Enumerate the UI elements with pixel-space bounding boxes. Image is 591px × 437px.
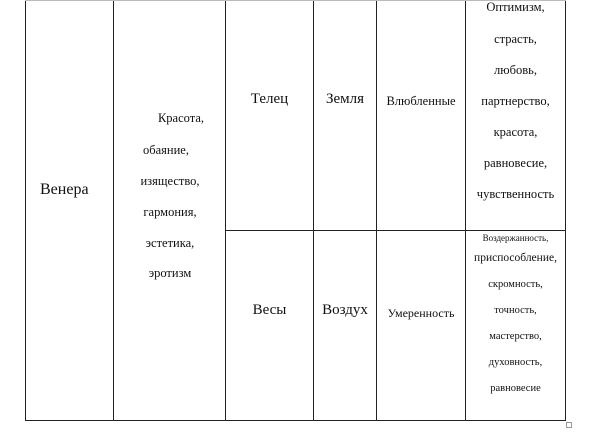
trait: Воздержанность, [482, 233, 549, 243]
archetype: Влюбленные [386, 94, 456, 108]
trait: мастерство, [489, 331, 542, 342]
planet-quality: Красота, [157, 111, 205, 125]
planet-quality: обаяние, [143, 143, 189, 157]
planet-quality: эротизм [148, 266, 192, 280]
zodiac-sign: Весы [252, 302, 287, 318]
element: Земля [325, 91, 365, 107]
trait: красота, [493, 125, 538, 139]
column-divider-2 [225, 0, 226, 421]
column-divider-4 [376, 0, 377, 421]
trait: страсть, [494, 32, 537, 46]
trait: чувственность [476, 187, 555, 201]
table-border-bottom [25, 420, 566, 421]
trait: Оптимизм, [486, 0, 545, 14]
cell-resize-handle[interactable] [566, 422, 572, 428]
trait: равновесие, [483, 156, 548, 170]
planet-quality: эстетика, [145, 236, 195, 250]
planet-quality: гармония, [143, 205, 197, 219]
trait: любовь, [494, 63, 537, 77]
trait: приспособление, [474, 252, 557, 264]
table-border-left [25, 0, 26, 421]
trait: равновесие [490, 383, 541, 394]
element: Воздух [322, 302, 368, 318]
zodiac-sign: Телец [250, 91, 289, 107]
column-divider-1 [113, 0, 114, 421]
trait: скромность, [488, 279, 543, 290]
trait: партнерство, [481, 94, 550, 108]
table-border-right [565, 0, 566, 421]
column-divider-3 [313, 0, 314, 421]
trait: точность, [494, 305, 537, 316]
row-divider [225, 230, 566, 231]
planet-name: Венера [40, 181, 89, 198]
trait: духовность, [488, 357, 543, 368]
archetype: Умеренность [387, 306, 455, 320]
planet-quality: изящество, [140, 174, 200, 188]
